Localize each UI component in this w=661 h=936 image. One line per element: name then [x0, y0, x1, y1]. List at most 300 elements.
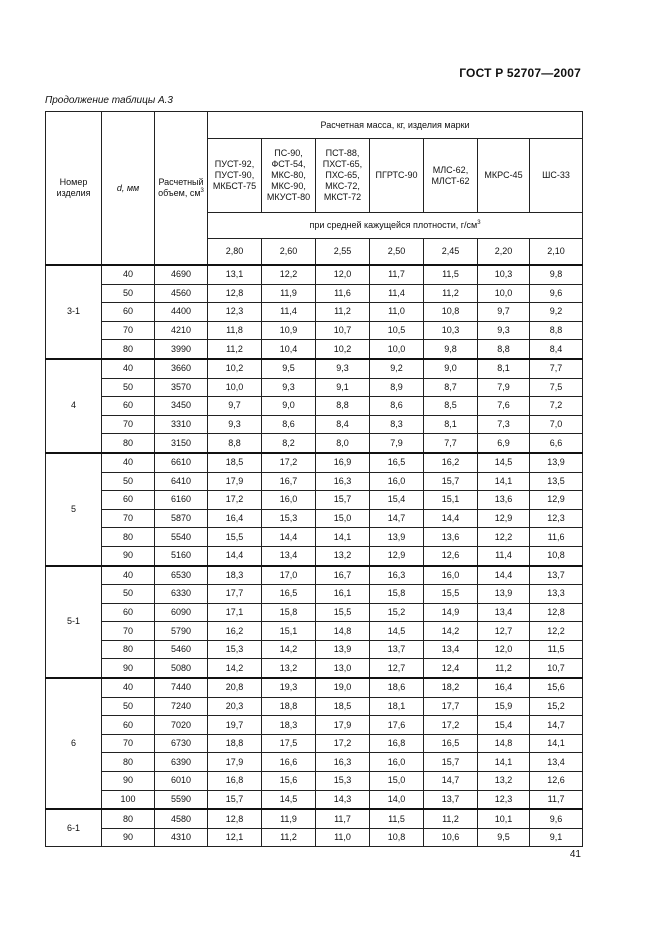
table-row — [46, 772, 583, 791]
cell-mass: 14,4 — [424, 509, 478, 528]
header-brand — [316, 139, 370, 213]
cell-mass: 18,6 — [370, 678, 424, 697]
cell-mass: 15,5 — [316, 603, 370, 622]
cell-mass: 11,7 — [530, 790, 583, 809]
table-row — [46, 734, 583, 753]
cell-mass: 14,0 — [370, 790, 424, 809]
cell-mass: 15,6 — [262, 772, 316, 791]
cell-mass: 9,1 — [530, 828, 583, 847]
cell-diameter: 60 — [102, 303, 155, 322]
cell-volume: 6010 — [155, 772, 208, 791]
header-density: 2,20 — [478, 239, 530, 266]
cell-mass: 8,8 — [478, 340, 530, 359]
table-row — [46, 491, 583, 510]
cell-volume: 6730 — [155, 734, 208, 753]
cell-mass: 14,2 — [262, 640, 316, 659]
cell-mass: 13,1 — [208, 265, 262, 284]
cell-diameter: 40 — [102, 453, 155, 472]
cell-mass: 9,2 — [530, 303, 583, 322]
header-density-label: при средней кажущейся плотности, $г/см^3$ — [208, 213, 583, 239]
cell-mass: 7,0 — [530, 415, 583, 434]
cell-mass: 17,2 — [424, 716, 478, 735]
cell-mass: 14,7 — [424, 772, 478, 791]
header-brand — [530, 139, 583, 213]
cell-volume: 3660 — [155, 359, 208, 378]
cell-mass: 11,9 — [262, 284, 316, 303]
header-density: 2,10 — [530, 239, 583, 266]
cell-mass: 10,3 — [478, 265, 530, 284]
cell-mass: 15,1 — [262, 622, 316, 641]
table-row — [46, 453, 583, 472]
header-volume: Расчетный объем, $см^3$ — [155, 112, 208, 266]
cell-mass: 11,6 — [530, 528, 583, 547]
cell-mass: 9,1 — [316, 378, 370, 397]
cell-mass: 12,1 — [208, 828, 262, 847]
page-number: 41 — [569, 849, 581, 860]
cell-mass: 12,7 — [370, 659, 424, 678]
cell-mass: 16,4 — [478, 678, 530, 697]
table-row — [46, 321, 583, 340]
brand-line: ПХСТ-65, — [322, 159, 363, 169]
table-row — [46, 528, 583, 547]
cell-diameter: 70 — [102, 509, 155, 528]
cell-volume: 5870 — [155, 509, 208, 528]
cell-mass: 15,8 — [262, 603, 316, 622]
cell-mass: 8,3 — [370, 415, 424, 434]
cell-mass: 16,6 — [262, 753, 316, 772]
cell-mass: 11,2 — [478, 659, 530, 678]
cell-mass: 8,8 — [530, 321, 583, 340]
cell-volume: 4400 — [155, 303, 208, 322]
cell-mass: 15,3 — [316, 772, 370, 791]
brand-line: МКУСТ-80 — [266, 192, 311, 202]
cell-mass: 16,1 — [316, 585, 370, 604]
cell-mass: 14,7 — [530, 716, 583, 735]
header-density: 2,80 — [208, 239, 262, 266]
cell-volume: 5790 — [155, 622, 208, 641]
cell-mass: 18,8 — [262, 697, 316, 716]
cell-mass: 7,7 — [424, 434, 478, 453]
cell-mass: 17,7 — [208, 585, 262, 604]
cell-mass: 6,9 — [478, 434, 530, 453]
table-row — [46, 716, 583, 735]
cell-mass: 16,0 — [370, 472, 424, 491]
cell-mass: 16,5 — [370, 453, 424, 472]
brand-line: МКРС-45 — [484, 170, 523, 180]
cell-mass: 11,2 — [262, 828, 316, 847]
cell-volume: 4560 — [155, 284, 208, 303]
cell-mass: 11,4 — [478, 546, 530, 565]
cell-mass: 17,1 — [208, 603, 262, 622]
brand-line: МКС-80, — [271, 170, 306, 180]
cell-mass: 10,9 — [262, 321, 316, 340]
cell-mass: 12,6 — [424, 546, 478, 565]
cell-mass: 13,9 — [370, 528, 424, 547]
cell-mass: 10,8 — [424, 303, 478, 322]
table-row — [46, 434, 583, 453]
cell-mass: 9,3 — [478, 321, 530, 340]
table-row — [46, 566, 583, 585]
cell-mass: 14,2 — [208, 659, 262, 678]
table-row — [46, 378, 583, 397]
cell-mass: 15,7 — [424, 753, 478, 772]
cell-mass: 12,3 — [478, 790, 530, 809]
table-row — [46, 697, 583, 716]
cell-mass: 14,4 — [262, 528, 316, 547]
cell-item-number: 3-1 — [46, 265, 102, 359]
cell-mass: 14,2 — [424, 622, 478, 641]
cell-mass: 10,8 — [530, 546, 583, 565]
cell-volume: 5080 — [155, 659, 208, 678]
cell-mass: 16,2 — [424, 453, 478, 472]
cell-diameter: 50 — [102, 472, 155, 491]
cell-mass: 15,3 — [262, 509, 316, 528]
table-row — [46, 509, 583, 528]
cell-mass: 15,8 — [370, 585, 424, 604]
cell-mass: 16,8 — [370, 734, 424, 753]
cell-volume: 3150 — [155, 434, 208, 453]
cell-mass: 13,6 — [478, 491, 530, 510]
brand-line: МЛС-62, — [432, 164, 469, 175]
brand-line: МКБСТ-75 — [212, 181, 257, 191]
cell-mass: 15,3 — [208, 640, 262, 659]
cell-mass: 17,2 — [316, 734, 370, 753]
cell-mass: 16,5 — [424, 734, 478, 753]
cell-mass: 10,0 — [478, 284, 530, 303]
brand-line: МКС-90, — [271, 181, 306, 191]
cell-mass: 13,2 — [478, 772, 530, 791]
brand-line: МКС-72, — [325, 181, 360, 191]
cell-mass: 11,5 — [424, 265, 478, 284]
cell-mass: 9,2 — [370, 359, 424, 378]
cell-mass: 14,5 — [370, 622, 424, 641]
cell-mass: 8,8 — [208, 434, 262, 453]
cell-mass: 12,7 — [478, 622, 530, 641]
cell-mass: 16,8 — [208, 772, 262, 791]
cell-mass: 9,6 — [530, 284, 583, 303]
cell-mass: 11,7 — [316, 809, 370, 828]
brand-line: ПУСТ-90, — [214, 170, 255, 180]
cell-mass: 12,9 — [530, 491, 583, 510]
cell-mass: 11,2 — [208, 340, 262, 359]
cell-diameter: 80 — [102, 528, 155, 547]
cell-mass: 13,4 — [530, 753, 583, 772]
header-brand — [478, 139, 530, 213]
cell-mass: 12,3 — [530, 509, 583, 528]
cell-item-number: 6 — [46, 678, 102, 809]
brand-line: ШС-33 — [542, 170, 570, 180]
cell-mass: 16,9 — [316, 453, 370, 472]
cell-mass: 11,9 — [262, 809, 316, 828]
cell-mass: 8,6 — [370, 397, 424, 416]
cell-mass: 13,4 — [478, 603, 530, 622]
cell-item-number: 5-1 — [46, 566, 102, 679]
cell-mass: 15,2 — [530, 697, 583, 716]
table-row — [46, 472, 583, 491]
cell-mass: 17,2 — [262, 453, 316, 472]
cell-mass: 15,1 — [424, 491, 478, 510]
cell-diameter: 70 — [102, 321, 155, 340]
cell-mass: 14,4 — [478, 566, 530, 585]
cell-item-number: 6-1 — [46, 809, 102, 847]
cell-volume: 3570 — [155, 378, 208, 397]
cell-mass: 7,2 — [530, 397, 583, 416]
cell-volume: 7020 — [155, 716, 208, 735]
cell-mass: 10,0 — [370, 340, 424, 359]
cell-mass: 18,8 — [208, 734, 262, 753]
table-row — [46, 340, 583, 359]
cell-mass: 11,4 — [262, 303, 316, 322]
cell-mass: 8,7 — [424, 378, 478, 397]
cell-mass: 15,9 — [478, 697, 530, 716]
cell-mass: 8,4 — [530, 340, 583, 359]
cell-mass: 13,2 — [262, 659, 316, 678]
cell-mass: 14,1 — [478, 753, 530, 772]
cell-diameter: 80 — [102, 753, 155, 772]
cell-diameter: 60 — [102, 603, 155, 622]
cell-volume: 6530 — [155, 566, 208, 585]
brand-line: ПХС-65, — [325, 170, 360, 180]
brand-line: ПС-90, — [274, 148, 303, 158]
cell-mass: 19,7 — [208, 716, 262, 735]
table-row — [46, 359, 583, 378]
cell-mass: 13,2 — [316, 546, 370, 565]
cell-mass: 17,9 — [208, 472, 262, 491]
cell-mass: 18,3 — [208, 566, 262, 585]
cell-volume: 6610 — [155, 453, 208, 472]
cell-diameter: 50 — [102, 585, 155, 604]
cell-mass: 10,5 — [370, 321, 424, 340]
cell-diameter: 40 — [102, 359, 155, 378]
cell-volume: 5540 — [155, 528, 208, 547]
cell-mass: 19,3 — [262, 678, 316, 697]
cell-mass: 8,1 — [424, 415, 478, 434]
cell-volume: 7440 — [155, 678, 208, 697]
cell-mass: 12,2 — [530, 622, 583, 641]
cell-diameter: 90 — [102, 772, 155, 791]
cell-mass: 15,5 — [208, 528, 262, 547]
cell-diameter: 80 — [102, 640, 155, 659]
header-density: 2,45 — [424, 239, 478, 266]
cell-mass: 15,0 — [370, 772, 424, 791]
cell-mass: 11,2 — [424, 284, 478, 303]
cell-mass: 15,5 — [424, 585, 478, 604]
cell-diameter: 80 — [102, 809, 155, 828]
table-row — [46, 640, 583, 659]
cell-mass: 17,5 — [262, 734, 316, 753]
cell-mass: 16,0 — [370, 753, 424, 772]
cell-mass: 10,2 — [316, 340, 370, 359]
table-row — [46, 809, 583, 828]
cell-mass: 11,0 — [370, 303, 424, 322]
cell-mass: 9,3 — [262, 378, 316, 397]
cell-diameter: 70 — [102, 734, 155, 753]
cell-diameter: 100 — [102, 790, 155, 809]
cell-mass: 8,1 — [478, 359, 530, 378]
cell-mass: 12,2 — [478, 528, 530, 547]
cell-mass: 10,8 — [370, 828, 424, 847]
table-row — [46, 284, 583, 303]
cell-mass: 14,5 — [262, 790, 316, 809]
cell-mass: 18,1 — [370, 697, 424, 716]
cell-diameter: 90 — [102, 659, 155, 678]
cell-volume: 3450 — [155, 397, 208, 416]
cell-mass: 15,0 — [316, 509, 370, 528]
cell-mass: 14,7 — [370, 509, 424, 528]
table-row — [46, 397, 583, 416]
cell-mass: 15,7 — [208, 790, 262, 809]
cell-mass: 10,7 — [316, 321, 370, 340]
cell-mass: 8,6 — [262, 415, 316, 434]
cell-mass: 13,9 — [530, 453, 583, 472]
cell-mass: 9,0 — [262, 397, 316, 416]
cell-mass: 16,0 — [424, 566, 478, 585]
cell-volume: 5160 — [155, 546, 208, 565]
cell-mass: 11,8 — [208, 321, 262, 340]
table-row — [46, 415, 583, 434]
cell-mass: 16,2 — [208, 622, 262, 641]
cell-mass: 11,7 — [370, 265, 424, 284]
cell-mass: 7,9 — [478, 378, 530, 397]
cell-mass: 7,9 — [370, 434, 424, 453]
cell-diameter: 60 — [102, 397, 155, 416]
table-row — [46, 753, 583, 772]
cell-mass: 13,0 — [316, 659, 370, 678]
cell-mass: 8,0 — [316, 434, 370, 453]
cell-mass: 14,5 — [478, 453, 530, 472]
cell-mass: 8,9 — [370, 378, 424, 397]
cell-diameter: 70 — [102, 622, 155, 641]
cell-diameter: 40 — [102, 678, 155, 697]
table-row — [46, 659, 583, 678]
cell-volume: 5590 — [155, 790, 208, 809]
cell-mass: 11,2 — [316, 303, 370, 322]
cell-volume: 3990 — [155, 340, 208, 359]
cell-mass: 15,7 — [424, 472, 478, 491]
cell-mass: 12,4 — [424, 659, 478, 678]
cell-mass: 18,2 — [424, 678, 478, 697]
cell-diameter: 50 — [102, 697, 155, 716]
cell-mass: 17,2 — [208, 491, 262, 510]
cell-volume: 5460 — [155, 640, 208, 659]
cell-mass: 9,8 — [424, 340, 478, 359]
cell-mass: 11,0 — [316, 828, 370, 847]
table-row — [46, 603, 583, 622]
cell-mass: 10,0 — [208, 378, 262, 397]
cell-mass: 14,9 — [424, 603, 478, 622]
brand-line: ПСТ-88, — [325, 148, 360, 158]
cell-mass: 13,7 — [424, 790, 478, 809]
cell-volume: 6410 — [155, 472, 208, 491]
cell-mass: 8,8 — [316, 397, 370, 416]
cell-mass: 15,4 — [478, 716, 530, 735]
cell-volume: 4690 — [155, 265, 208, 284]
cell-mass: 12,0 — [478, 640, 530, 659]
brand-line: ФСТ-54, — [271, 159, 306, 169]
cell-volume: 6090 — [155, 603, 208, 622]
cell-diameter: 90 — [102, 546, 155, 565]
cell-mass: 14,3 — [316, 790, 370, 809]
cell-mass: 17,0 — [262, 566, 316, 585]
cell-mass: 14,1 — [316, 528, 370, 547]
cell-diameter: 50 — [102, 378, 155, 397]
cell-mass: 8,4 — [316, 415, 370, 434]
cell-volume: 4580 — [155, 809, 208, 828]
cell-volume: 6330 — [155, 585, 208, 604]
cell-diameter: 60 — [102, 491, 155, 510]
cell-item-number: 5 — [46, 453, 102, 566]
cell-mass: 15,4 — [370, 491, 424, 510]
cell-mass: 10,7 — [530, 659, 583, 678]
cell-mass: 7,7 — [530, 359, 583, 378]
cell-volume: 6390 — [155, 753, 208, 772]
cell-volume: 7240 — [155, 697, 208, 716]
cell-mass: 15,7 — [316, 491, 370, 510]
cell-mass: 12,9 — [478, 509, 530, 528]
cell-mass: 10,2 — [208, 359, 262, 378]
cell-mass: 14,1 — [478, 472, 530, 491]
brand-line: МКСТ-72 — [323, 192, 362, 202]
table-row — [46, 265, 583, 284]
cell-mass: 14,1 — [530, 734, 583, 753]
table-body — [46, 265, 583, 847]
header-density: 2,50 — [370, 239, 424, 266]
cell-mass: 9,3 — [316, 359, 370, 378]
cell-mass: 12,6 — [530, 772, 583, 791]
cell-mass: 13,4 — [424, 640, 478, 659]
cell-mass: 6,6 — [530, 434, 583, 453]
cell-mass: 13,6 — [424, 528, 478, 547]
cell-mass: 16,7 — [262, 472, 316, 491]
table-row — [46, 790, 583, 809]
cell-mass: 18,3 — [262, 716, 316, 735]
cell-mass: 18,5 — [316, 697, 370, 716]
table-row — [46, 546, 583, 565]
table-row — [46, 828, 583, 847]
cell-volume: 4210 — [155, 321, 208, 340]
header-item-number: Номер изделия — [46, 112, 102, 266]
cell-mass: 13,5 — [530, 472, 583, 491]
cell-mass: 14,8 — [316, 622, 370, 641]
cell-mass: 9,6 — [530, 809, 583, 828]
cell-mass: 11,5 — [530, 640, 583, 659]
cell-volume: 4310 — [155, 828, 208, 847]
header-brand — [370, 139, 424, 213]
cell-mass: 9,3 — [208, 415, 262, 434]
cell-mass: 11,2 — [424, 809, 478, 828]
cell-mass: 14,4 — [208, 546, 262, 565]
cell-mass: 7,3 — [478, 415, 530, 434]
cell-mass: 20,8 — [208, 678, 262, 697]
cell-mass: 12,9 — [370, 546, 424, 565]
cell-mass: 13,9 — [316, 640, 370, 659]
brand-line: МЛСТ-62 — [431, 175, 470, 186]
table-row — [46, 303, 583, 322]
cell-mass: 16,3 — [316, 753, 370, 772]
standard-number: ГОСТ Р 52707—2007 — [459, 66, 581, 80]
cell-mass: 11,4 — [370, 284, 424, 303]
cell-volume: 3310 — [155, 415, 208, 434]
cell-volume: 6160 — [155, 491, 208, 510]
header-mass-group: Расчетная масса, кг, изделия марки — [208, 112, 583, 139]
cell-diameter: 60 — [102, 716, 155, 735]
cell-diameter: 70 — [102, 415, 155, 434]
cell-mass: 10,3 — [424, 321, 478, 340]
cell-mass: 13,9 — [478, 585, 530, 604]
cell-mass: 16,5 — [262, 585, 316, 604]
cell-mass: 17,6 — [370, 716, 424, 735]
cell-mass: 12,8 — [208, 284, 262, 303]
